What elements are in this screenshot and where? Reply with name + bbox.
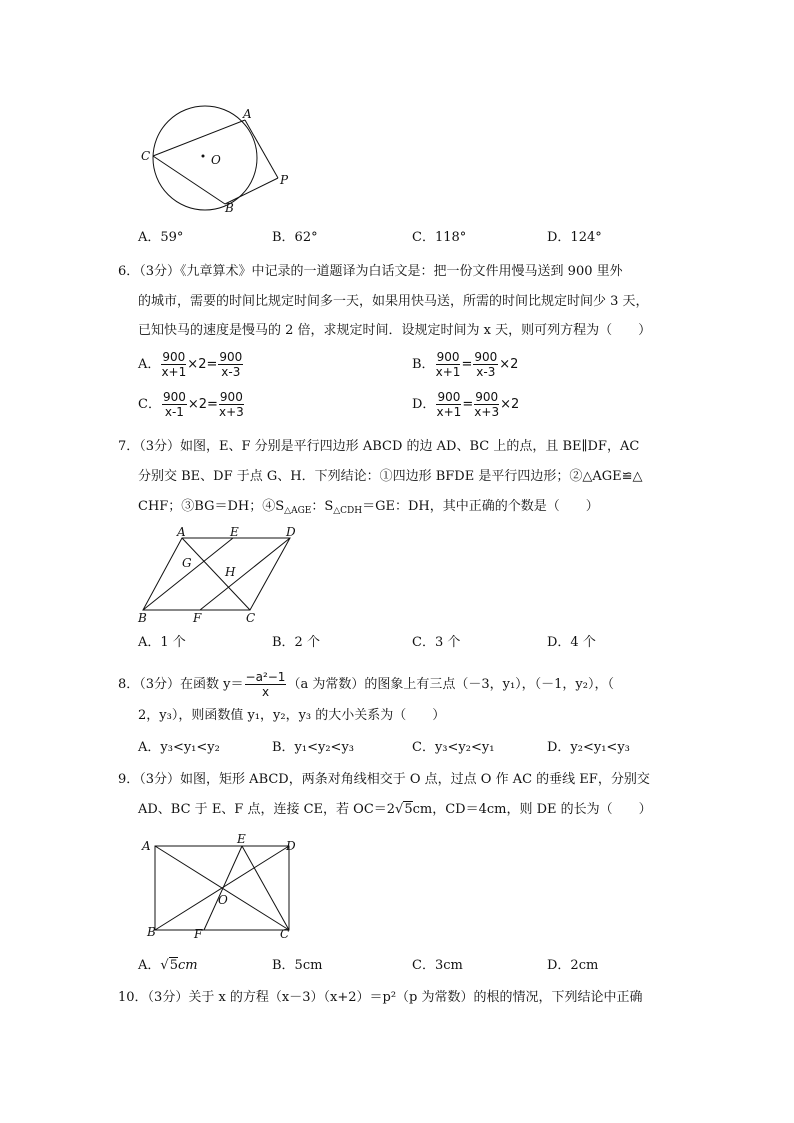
label-f: F [194, 927, 203, 941]
q7-text-line1: 7．（3分）如图，E、F 分别是平行四边形 ABCD 的边 AD、BC 上的点，且 BE∥DF，AC [118, 439, 640, 454]
segment-df [200, 538, 290, 610]
q9-text-line1: 9．（3分）如图，矩形 ABCD，两条对角线相交于 O 点，过点 O 作 AC 的垂线 EF，分别交 [118, 772, 650, 787]
label-f: F [193, 611, 202, 625]
label-c: C [141, 149, 151, 163]
label-a: A [142, 839, 151, 853]
label-e: E [230, 526, 239, 539]
q9-figure [138, 832, 313, 944]
q6-text-line1: 6．（3分）《九章算术》中记录的一道题译为白话文是：把一份文件用慢马送到 900 里外 [118, 264, 623, 279]
q7-text-line2: 分别交 BE、DF 于点 G、H．下列结论：①四边形 BFDE 是平行四边形；②△AGE≌△ [138, 469, 643, 484]
q10-text-line1: 10．（3分）关于 x 的方程（x－3）（x+2）＝p²（p 为常数）的根的情况，下列结论中正确 [118, 990, 643, 1005]
q8-text-line2: 2，y₃），则函数值 y₁，y₂，y₃ 的大小关系为（ ） [138, 708, 446, 723]
q6-text-line2: 的城市，需要的时间比规定时间多一天，如果用快马送，所需的时间比规定时间少 3 天， [138, 294, 649, 309]
tangent-pa [245, 120, 278, 178]
q5-figure [130, 100, 300, 220]
label-o: O [211, 153, 221, 167]
q5-option-a: A．59° [138, 230, 184, 245]
q8-option-c: C．y₃<y₂<y₁ [412, 740, 495, 755]
q7-option-b: B．2 个 [272, 635, 320, 650]
q5-option-b: B．62° [272, 230, 318, 245]
q6-option-a: A． $\frac{900}{x+1}$ ×2= $\frac{900}{x-3}$ [138, 350, 243, 379]
label-d: D [286, 526, 296, 539]
q9-option-a: A．√5cm [138, 958, 198, 973]
q8-text-line1: 8．（3分）在函数 y＝ $\frac{\text{−a²−1}}{x}$ （a 为常数）的图象上有三点（－3，y₁），（－1，y₂），（ [118, 670, 614, 699]
label-h: H [225, 565, 236, 579]
center-dot [202, 155, 205, 158]
label-a: A [177, 526, 186, 539]
label-a: A [243, 107, 252, 121]
q7-option-a: A．1 个 [138, 635, 186, 650]
q6-option-d: D． $\frac{900}{x+1}$ = $\frac{900}{x+3}$ ×2 [412, 390, 520, 419]
q9-option-b: B．5cm [272, 958, 323, 973]
q5-option-d: D．124° [547, 230, 602, 245]
label-p: P [280, 173, 289, 187]
label-b: B [138, 611, 147, 625]
q7-option-c: C．3 个 [412, 635, 461, 650]
q7-option-d: D．4 个 [547, 635, 596, 650]
label-g: G [182, 556, 192, 570]
segment-ce [242, 846, 289, 930]
q5-option-c: C．118° [412, 230, 467, 245]
q8-option-b: B．y₁<y₂<y₃ [272, 740, 355, 755]
label-o: O [218, 893, 228, 907]
q6-text-line3: 已知快马的速度是慢马的 2 倍，求规定时间．设规定时间为 x 天，则可列方程为（ ） [138, 323, 652, 338]
q9-option-d: D．2cm [547, 958, 599, 973]
q8-option-d: D．y₂<y₁<y₃ [547, 740, 630, 755]
q6-option-b: B． $\frac{900}{x+1}$ = $\frac{900}{x-3}$ ×2 [412, 350, 519, 379]
q6-option-c: C． $\frac{900}{x-1}$ ×2= $\frac{900}{x+3}$ [138, 390, 244, 419]
q8-option-a: A．y₃<y₁<y₂ [138, 740, 220, 755]
q7-figure [135, 526, 305, 626]
segment-be [143, 538, 233, 610]
chord-ca [153, 120, 245, 156]
segment-ef [204, 846, 242, 930]
label-b: B [225, 201, 234, 215]
q9-text-line2: AD、BC 于 E、F 点，连接 CE，若 OC＝2√5cm，CD＝4cm，则 DE 的长为（ ） [138, 802, 652, 817]
label-c: C [280, 927, 290, 941]
q9-option-c: C．3cm [412, 958, 463, 973]
label-e: E [237, 832, 246, 846]
label-b: B [147, 925, 156, 939]
label-d: D [286, 839, 296, 853]
diagonal-ac [182, 538, 250, 610]
label-c: C [246, 611, 256, 625]
q7-text-line3: CHF；③BG＝DH；$④S_{\triangle AGE}$：$S_{\triangle CDH}=GE$：DH，其中正确的个数是（ ） [138, 499, 599, 516]
